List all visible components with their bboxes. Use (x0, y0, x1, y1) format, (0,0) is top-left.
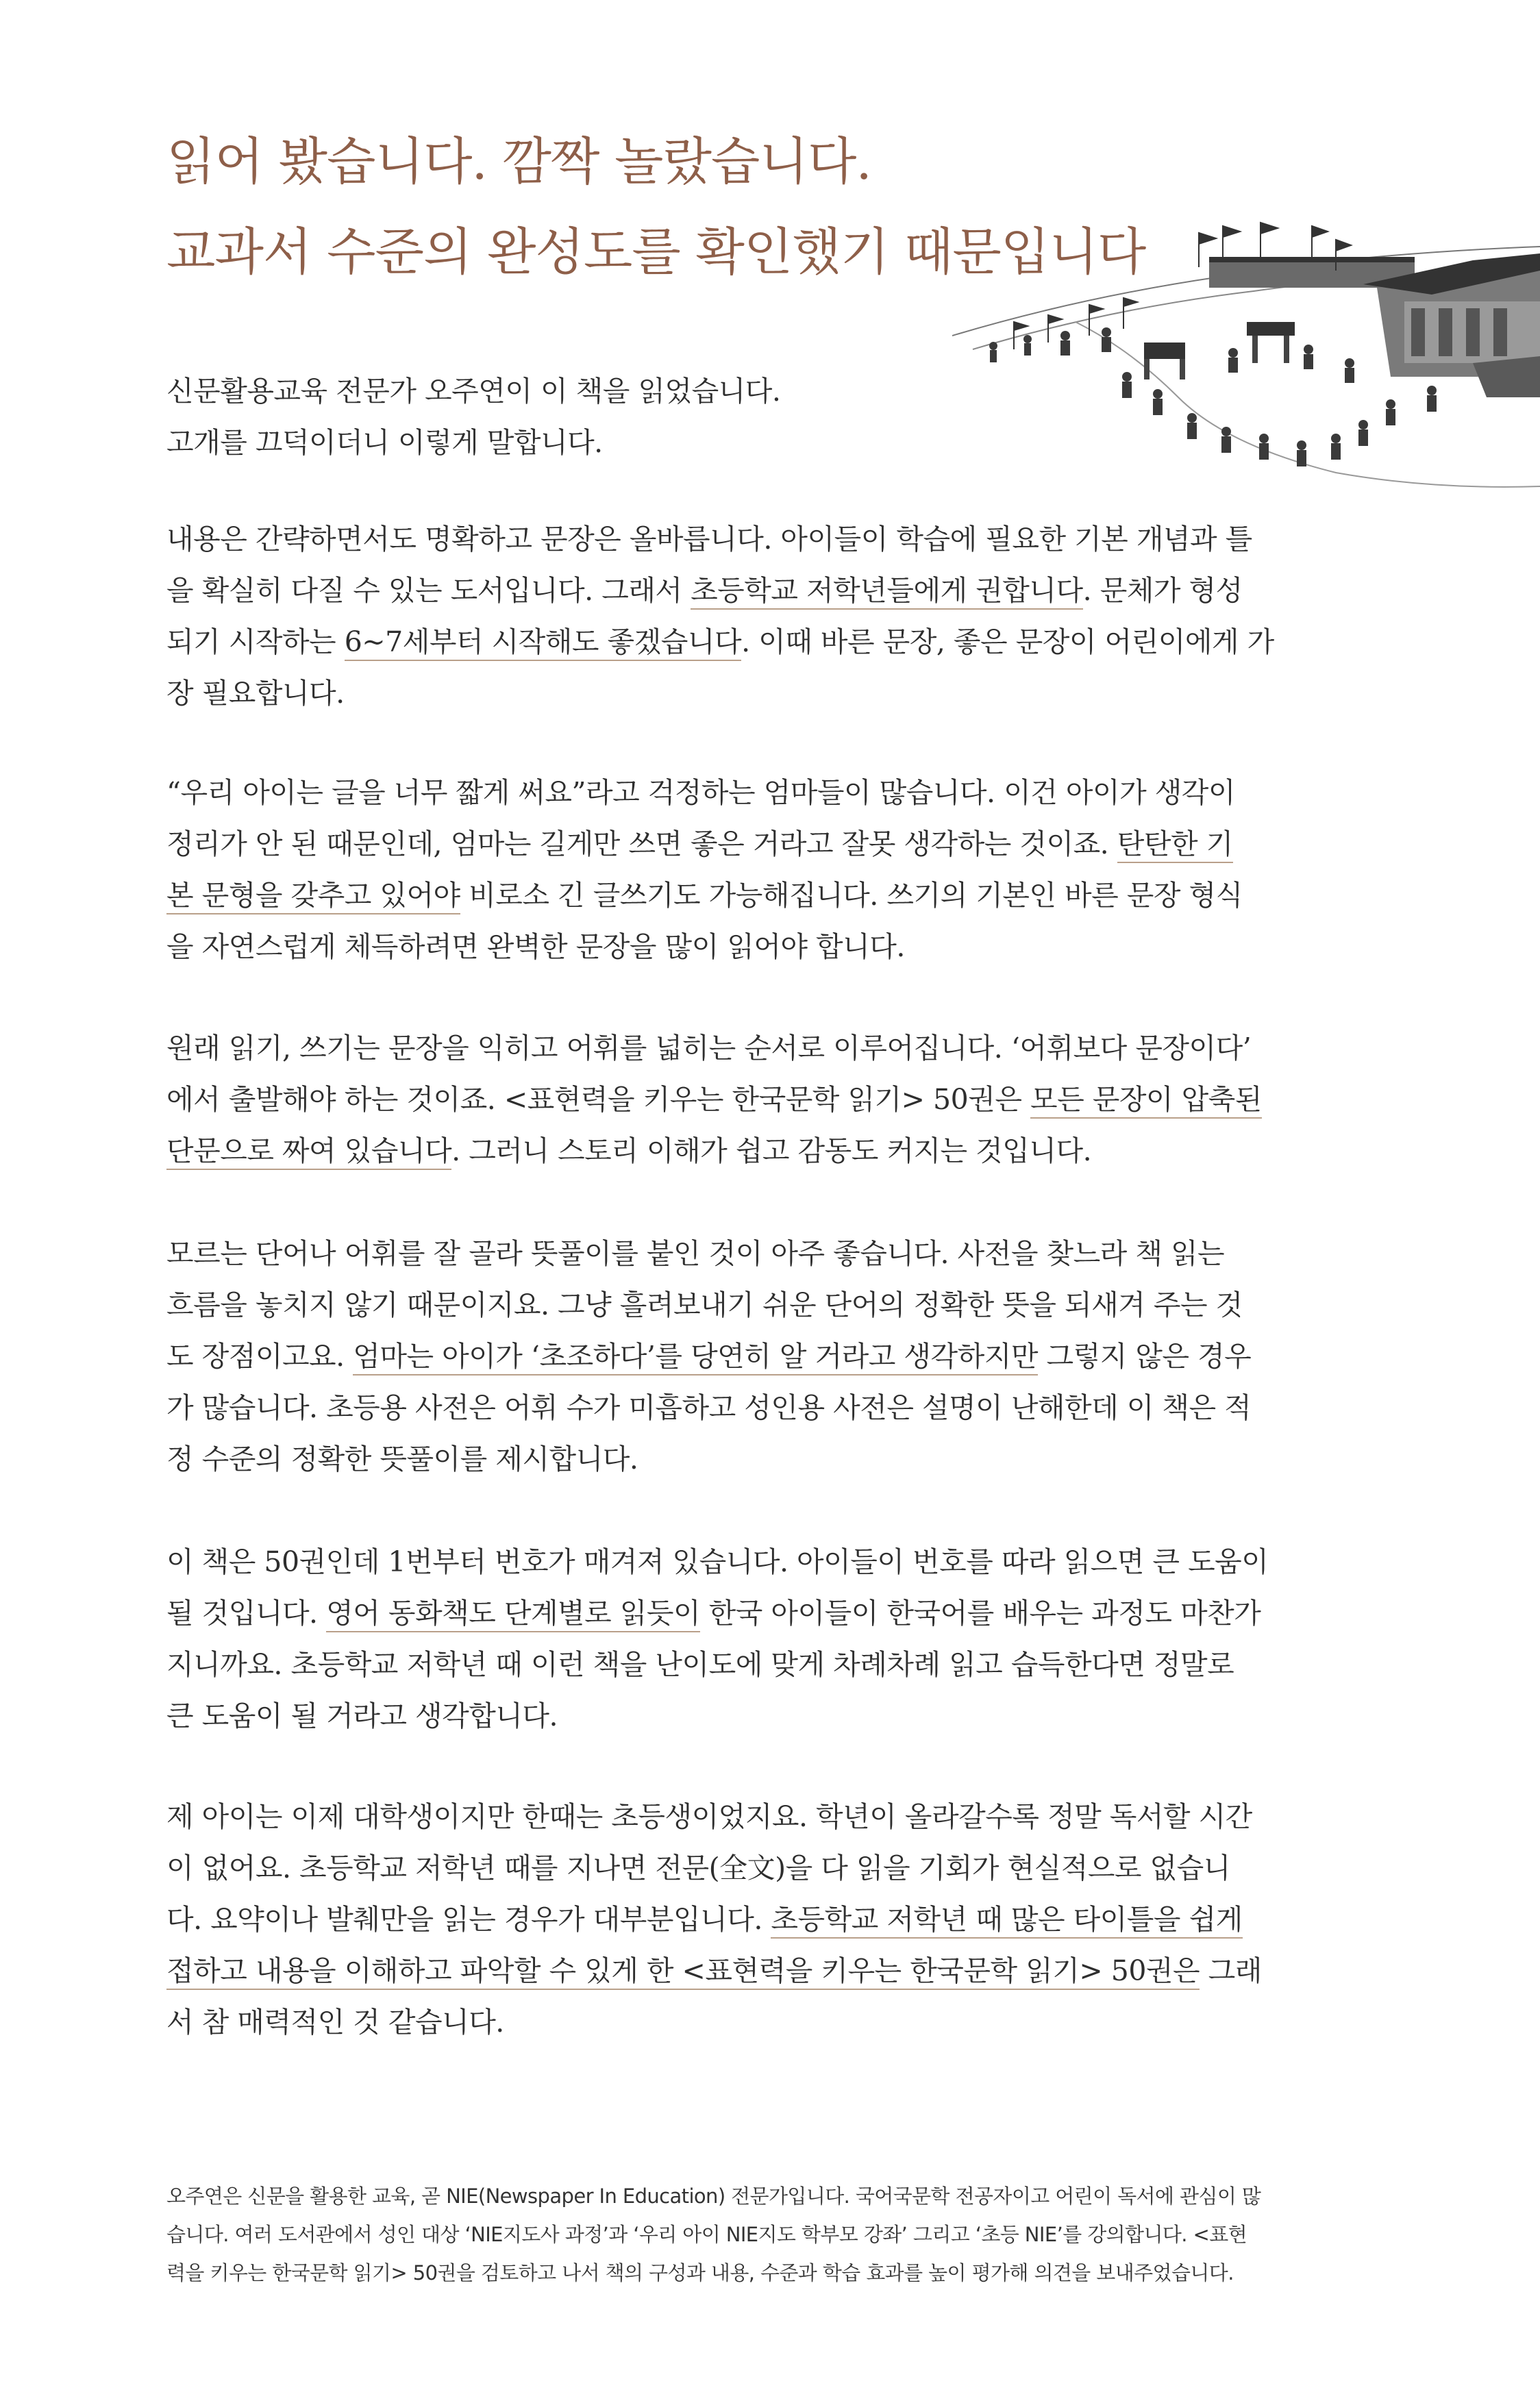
text-line (166, 1074, 1262, 1125)
footnote-line: 력을 키우는 한국문학 읽기> 50권을 검토하고 나서 책의 구성과 내용, 수준과 학습 효과를 높이 평가해 의견을 보내주었습니다. (166, 2261, 1234, 2284)
text-line (166, 1331, 1256, 1382)
text-line: 장 필요합니다. (166, 677, 345, 710)
text-line: 이 책은 50권인데 1번부터 번호가 매겨져 있습니다. 아이들이 번호를 따라 읽으면 큰 도움이 (166, 1545, 1269, 1578)
text-line (166, 870, 1256, 921)
text-line: 정 수준의 정확한 뜻풀이를 제시합니다. (166, 1443, 638, 1476)
text-line (166, 819, 1256, 870)
text-line (166, 1894, 1256, 1945)
text-line: 지니까요. 초등학교 저학년 때 이런 책을 난이도에 맞게 차례차례 읽고 습득한다면 정말로 (166, 1648, 1234, 1681)
underlined-phrase: 6~7세부터 시작해도 좋겠습니다 (345, 625, 741, 661)
text-segment: 한국 아이들이 한국어를 배우는 과정도 마찬가 (700, 1597, 1261, 1630)
text-line: 가 많습니다. 초등용 사전은 어휘 수가 미흡하고 성인용 사전은 설명이 난해한데 이 책은 적 (166, 1391, 1252, 1424)
paragraph-2 (166, 767, 1256, 973)
author-footnote (166, 2177, 1263, 2292)
underlined-phrase: 엄마는 아이가 ‘초조하다’를 당연히 알 거라고 생각하지만 (353, 1340, 1038, 1375)
text-line: 서 참 매력적인 것 같습니다. (166, 2006, 504, 2039)
text-segment: 도 장점이고요. (166, 1340, 353, 1373)
text-segment: 되기 시작하는 (166, 625, 345, 658)
text-line: 제 아이는 이제 대학생이지만 한때는 초등생이었지요. 학년이 올라갈수록 정말 독서할 시간 (166, 1800, 1252, 1833)
underlined-phrase: 초등학교 저학년 때 많은 타이틀을 쉽게 (771, 1903, 1242, 1939)
underlined-phrase: 탄탄한 기 (1117, 827, 1233, 863)
text-line: 이 없어요. 초등학교 저학년 때를 지나면 전문(全文)을 다 읽을 기회가 현실적으로 없습니 (166, 1852, 1230, 1884)
text-segment: . 그러니 스토리 이해가 쉽고 감동도 커지는 것입니다. (451, 1134, 1092, 1167)
text-line (166, 617, 1274, 668)
text-line: 고개를 끄덕이더니 이렇게 말합니다. (166, 426, 603, 459)
text-line: 원래 읽기, 쓰기는 문장을 익히고 어휘를 넓히는 순서로 이루어집니다. ‘어휘보다 문장이다’ (166, 1032, 1252, 1064)
text-segment: 그래 (1200, 1954, 1262, 1987)
text-segment: . 이때 바른 문장, 좋은 문장이 어린이에게 가 (741, 625, 1274, 658)
text-line: 큰 도움이 될 거라고 생각합니다. (166, 1699, 558, 1732)
text-line: 신문활용교육 전문가 오주연이 이 책을 읽었습니다. (166, 375, 781, 408)
text-line: 모르는 단어나 어휘를 잘 골라 뜻풀이를 붙인 것이 아주 좋습니다. 사전을 찾느라 책 읽는 (166, 1237, 1225, 1270)
intro-paragraph (166, 366, 1256, 469)
paragraph-6 (166, 1791, 1262, 2048)
text-segment: 비로소 긴 글쓰기도 가능해집니다. 쓰기의 기본인 바른 문장 형식 (460, 879, 1243, 912)
text-line: 내용은 간략하면서도 명확하고 문장은 올바릅니다. 아이들이 학습에 필요한 기본 개념과 틀 (166, 523, 1252, 556)
paragraph-4 (166, 1228, 1256, 1485)
text-segment: 에서 출발해야 하는 것이죠. <표현력을 키우는 한국문학 읽기> 50권은 (166, 1083, 1030, 1116)
headline-line-1: 읽어 봤습니다. 깜짝 놀랐습니다. (166, 132, 871, 191)
text-segment: 그렇지 않은 경우 (1037, 1340, 1252, 1373)
text-segment: 될 것입니다. (166, 1597, 327, 1630)
footnote-line: 습니다. 여러 도서관에서 성인 대상 ‘NIE지도사 과정’과 ‘우리 아이 NIE지도 학부모 강좌’ 그리고 ‘초등 NIE’를 강의합니다. <표현 (166, 2223, 1247, 2246)
underlined-phrase: 초등학교 저학년들에게 권합니다 (691, 574, 1083, 610)
underlined-phrase: 단문으로 짜여 있습니다 (166, 1134, 451, 1170)
text-segment: . 문체가 형성 (1082, 574, 1243, 607)
text-line (166, 1945, 1262, 1997)
text-segment: 을 확실히 다질 수 있는 도서입니다. 그래서 (166, 574, 691, 607)
text-line (166, 1125, 1256, 1177)
footnote-line: 오주연은 신문을 활용한 교육, 곧 NIE(Newspaper In Education) 전문가입니다. 국어국문학 전공자이고 어린이 독서에 관심이 많 (166, 2184, 1261, 2208)
headline-line-2: 교과서 수준의 완성도를 확인했기 때문입니다 (166, 223, 1146, 282)
text-line: 을 자연스럽게 체득하려면 완벽한 문장을 많이 읽어야 합니다. (166, 930, 905, 963)
text-segment: 다. 요약이나 발췌만을 읽는 경우가 대부분입니다. (166, 1903, 771, 1936)
underlined-phrase: 접하고 내용을 이해하고 파악할 수 있게 한 <표현력을 키우는 한국문학 읽기> 50권은 (166, 1954, 1200, 1990)
paragraph-5 (166, 1536, 1269, 1742)
underlined-phrase: 모든 문장이 압축된 (1030, 1083, 1262, 1119)
paragraph-3 (166, 1023, 1262, 1177)
text-line: “우리 아이는 글을 너무 짧게 써요”라고 걱정하는 엄마들이 많습니다. 이건 아이가 생각이 (166, 776, 1236, 809)
text-line (166, 1588, 1261, 1639)
text-line (166, 565, 1256, 617)
text-line: 흐름을 놓치지 않기 때문이지요. 그냥 흘려보내기 쉬운 단어의 정확한 뜻을 되새겨 주는 것 (166, 1288, 1243, 1321)
underlined-phrase: 본 문형을 갖추고 있어야 (166, 879, 460, 914)
underlined-phrase: 영어 동화책도 단계별로 읽듯이 (326, 1597, 700, 1632)
text-segment: 정리가 안 된 때문인데, 엄마는 길게만 쓰면 좋은 거라고 잘못 생각하는 것이죠. (166, 827, 1117, 860)
paragraph-1 (166, 514, 1274, 719)
